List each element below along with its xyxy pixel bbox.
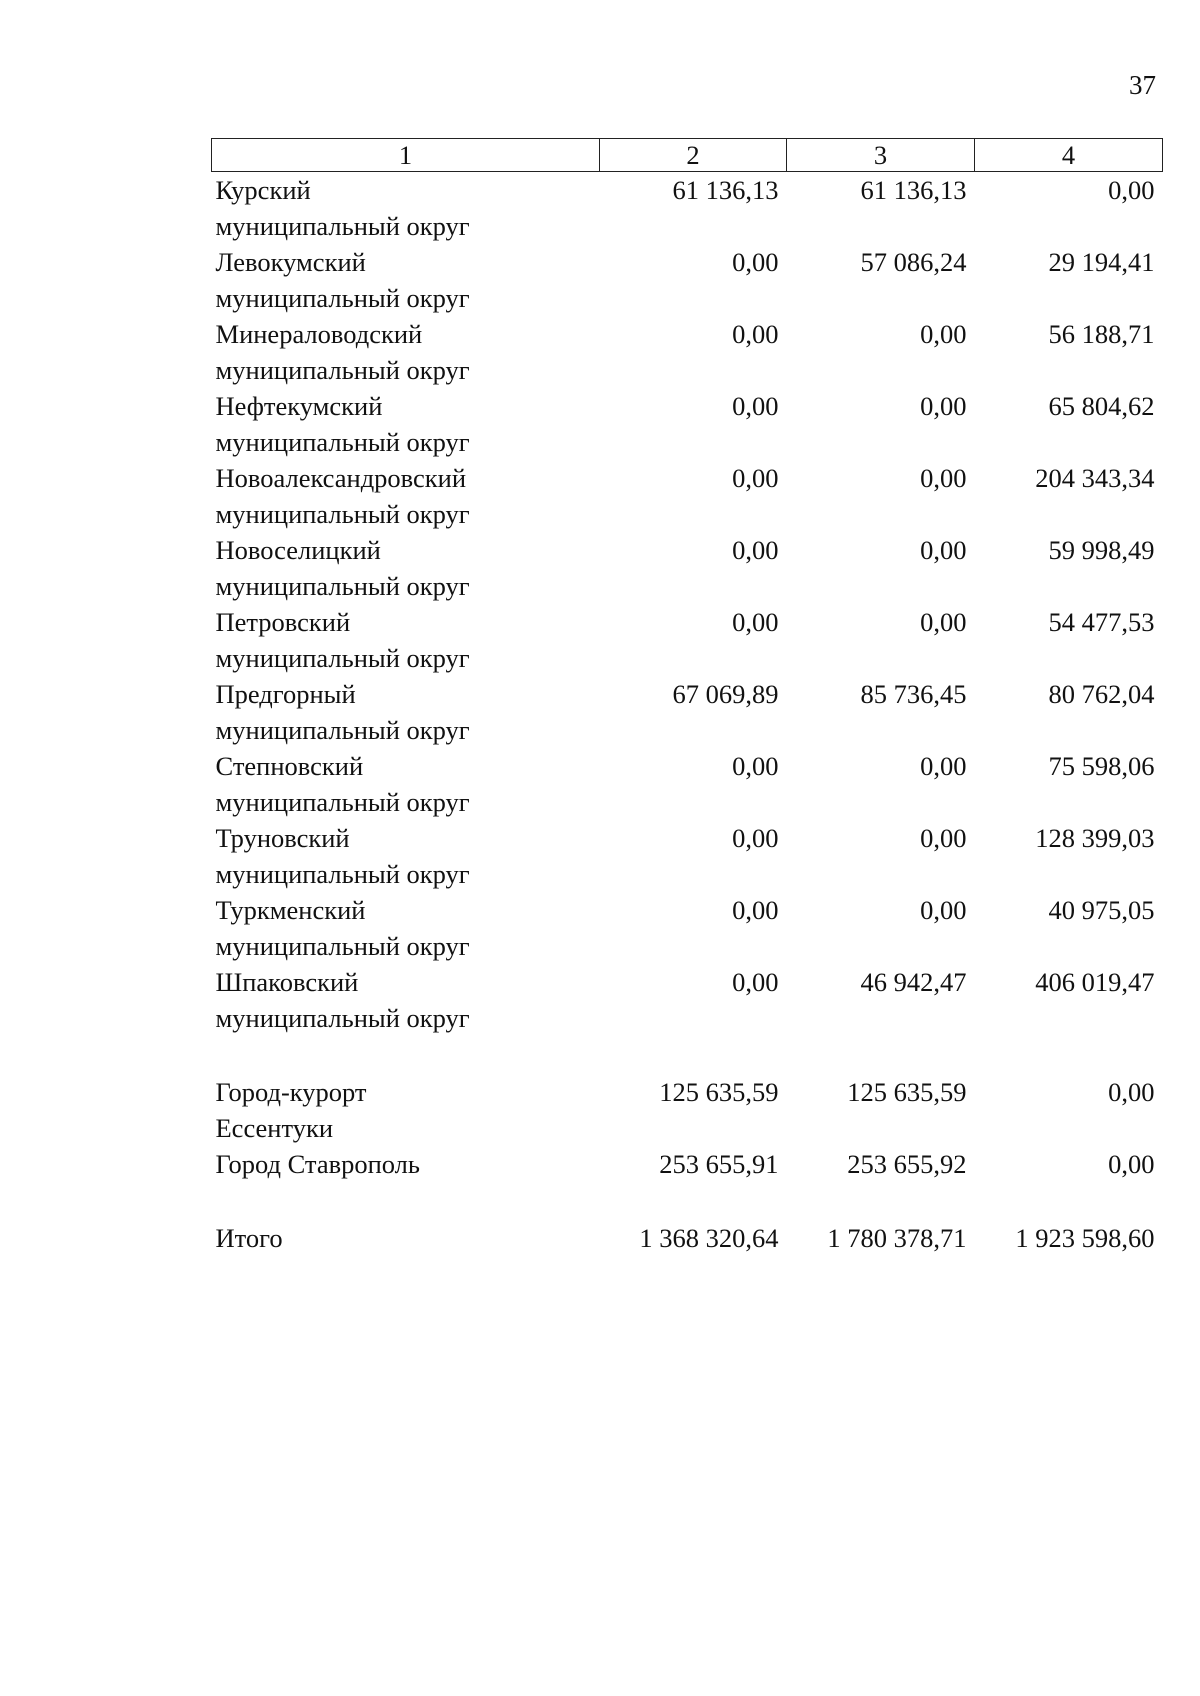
district-name: Степновский [215,751,364,781]
value-col-3: 253 655,92 [847,1149,967,1179]
table-row [212,244,1163,280]
district-type: муниципальный округ [215,931,470,961]
table-row [212,748,1163,784]
city-name: Город Ставрополь [215,1149,420,1179]
value-col-2: 0,00 [732,823,779,853]
value-col-2: 67 069,89 [672,679,779,709]
value-col-2: 0,00 [732,607,779,637]
table-row [212,460,1163,496]
district-name: Туркменский [215,895,366,925]
value-col-3: 61 136,13 [860,175,967,205]
district-type: муниципальный округ [215,283,470,313]
value-col-2: 125 635,59 [659,1077,779,1107]
table-row-continuation [212,352,1163,388]
column-header: 4 [975,139,1163,172]
value-col-2: 0,00 [732,535,779,565]
district-name: Труновский [215,823,350,853]
table-row-continuation [212,928,1163,964]
budget-distribution-table [211,138,1163,1256]
table-row-continuation [212,712,1163,748]
column-header: 3 [787,139,975,172]
district-type: муниципальный округ [215,571,470,601]
total-row [212,1220,1163,1256]
value-col-4: 0,00 [1108,175,1155,205]
value-col-3: 85 736,45 [860,679,967,709]
value-col-3: 0,00 [920,463,967,493]
table-row [212,532,1163,568]
table-row-continuation [212,496,1163,532]
district-type: муниципальный округ [215,499,470,529]
value-col-4: 406 019,47 [1035,967,1155,997]
table-row-continuation [212,1110,1163,1146]
value-col-3: 0,00 [920,823,967,853]
table-row-continuation [212,424,1163,460]
district-type: муниципальный округ [215,355,470,385]
value-col-4: 0,00 [1108,1077,1155,1107]
total-col-3: 1 780 378,71 [827,1223,967,1253]
table-row [212,676,1163,712]
total-col-2: 1 368 320,64 [639,1223,779,1253]
district-type: муниципальный округ [215,643,470,673]
value-col-3: 57 086,24 [860,247,967,277]
value-col-3: 46 942,47 [860,967,967,997]
district-type: муниципальный округ [215,787,470,817]
table-row [212,892,1163,928]
total-col-4: 1 923 598,60 [1015,1223,1155,1253]
value-col-4: 59 998,49 [1048,535,1155,565]
district-name: Петровский [215,607,351,637]
value-col-4: 80 762,04 [1048,679,1155,709]
table-body [212,172,1163,1257]
district-name: Минераловодский [215,319,423,349]
value-col-2: 0,00 [732,967,779,997]
value-col-3: 0,00 [920,607,967,637]
value-col-4: 54 477,53 [1048,607,1155,637]
district-name: Предгорный [215,679,356,709]
table-row [212,388,1163,424]
value-col-2: 0,00 [732,751,779,781]
value-col-4: 56 188,71 [1048,319,1155,349]
district-name: Левокумский [215,247,366,277]
value-col-3: 0,00 [920,319,967,349]
district-name: Нефтекумский [215,391,383,421]
table-row-continuation [212,856,1163,892]
value-col-3: 0,00 [920,751,967,781]
value-col-2: 0,00 [732,247,779,277]
district-name: Новоселицкий [215,535,381,565]
spacer-row [212,1036,1163,1074]
spacer-row [212,1182,1163,1220]
district-name: Шпаковский [215,967,359,997]
table-row [212,1146,1163,1182]
value-col-3: 0,00 [920,391,967,421]
table-header-row [212,139,1163,172]
value-col-3: 0,00 [920,895,967,925]
value-col-2: 61 136,13 [672,175,779,205]
value-col-2: 0,00 [732,895,779,925]
column-header: 1 [212,139,600,172]
table-row-continuation [212,208,1163,244]
table-row [212,172,1163,209]
district-type: муниципальный округ [215,211,470,241]
table-row [212,964,1163,1000]
district-type: муниципальный округ [215,427,470,457]
table-row [212,820,1163,856]
table-row-continuation [212,640,1163,676]
value-col-4: 0,00 [1108,1149,1155,1179]
value-col-4: 65 804,62 [1048,391,1155,421]
district-type: муниципальный округ [215,859,470,889]
value-col-3: 0,00 [920,535,967,565]
value-col-2: 0,00 [732,391,779,421]
page-number: 37 [1129,70,1156,100]
value-col-4: 128 399,03 [1035,823,1155,853]
value-col-2: 0,00 [732,319,779,349]
table-row-continuation [212,1000,1163,1036]
column-header: 2 [600,139,787,172]
value-col-4: 40 975,05 [1048,895,1155,925]
value-col-4: 204 343,34 [1035,463,1155,493]
district-type: муниципальный округ [215,715,470,745]
value-col-3: 125 635,59 [847,1077,967,1107]
city-name-continued: Ессентуки [215,1113,334,1143]
value-col-4: 29 194,41 [1048,247,1155,277]
table-row [212,1074,1163,1110]
total-label: Итого [215,1223,283,1253]
table-row-continuation [212,784,1163,820]
value-col-2: 253 655,91 [659,1149,779,1179]
district-name: Курский [215,175,311,205]
table-row-continuation [212,568,1163,604]
district-name: Новоалександровский [215,463,467,493]
table-row [212,316,1163,352]
city-name: Город-курорт [215,1077,367,1107]
table-row-continuation [212,280,1163,316]
district-type: муниципальный округ [215,1003,470,1033]
value-col-2: 0,00 [732,463,779,493]
table-row [212,604,1163,640]
value-col-4: 75 598,06 [1048,751,1155,781]
